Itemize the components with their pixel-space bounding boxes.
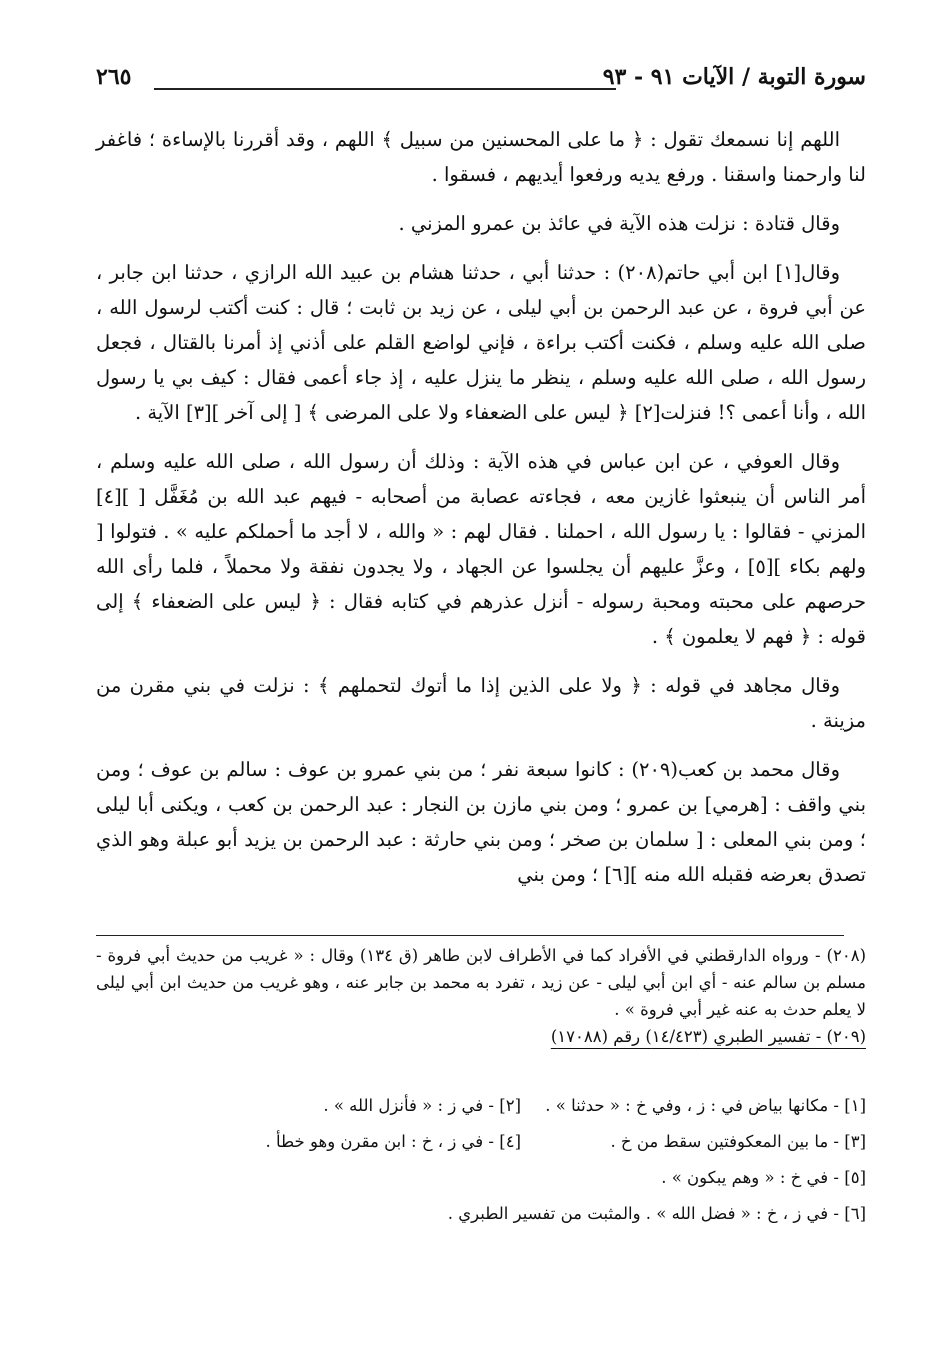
paragraph-1: اللهم إنا نسمعك تقول : ﴿ ما على المحسنين من سبيل ﴾ اللهم ، وقد أقررنا بالإساءة ؛ فاغفر لنا وارحمنا واسقنا . ورفع يديه ورفعوا أيديهم ، فسقوا . [96, 128, 866, 186]
main-text [96, 122, 866, 906]
variant-row [96, 1088, 866, 1124]
variant-row [96, 1124, 866, 1160]
running-title: سورة التوبة / الآيات ٩١ - ٩٣ [602, 64, 866, 90]
variant-note-2: [٢] - في ز : « فأنزل الله » . [323, 1096, 521, 1115]
header-rule [154, 88, 616, 90]
variant-note-1: [١] - مكانها بياض في : ز ، وفي خ : « حدثنا » . [545, 1096, 866, 1115]
variant-note-4: [٤] - في ز ، خ : ابن مقرن وهو خطأ . [265, 1132, 521, 1151]
page-header [96, 62, 866, 102]
variant-row [96, 1196, 866, 1232]
footnotes [96, 942, 866, 1050]
variant-note-3: [٣] - ما بين المعكوفتين سقط من خ . [610, 1132, 866, 1151]
paragraph-5: وقال مجاهد في قوله : ﴿ ولا على الذين إذا ما أتوك لتحملهم ﴾ : نزلت في بني مقرن من مزينة . [96, 674, 866, 732]
variant-note-6: [٦] - في ز ، خ : « فضل الله » . والمثبت من تفسير الطبري . [447, 1204, 866, 1223]
footnote-208: (٢٠٨) - ورواه الدارقطني في الأفراد كما في الأطراف لابن طاهر (ق ١٣٤) وقال : « غريب من حديث أبي فروة - مسلم بن سالم عنه - أي ابن أبي ليلى - عن زيد ، تفرد به محمد بن جابر عنه ، وهو غريب من حديث ابن أبي ليلى لا يعلم حدث به عنه غير أبي فروة » . [96, 946, 867, 1019]
paragraph-6: وقال محمد بن كعب(٢٠٩) : كانوا سبعة نفر ؛ من بني عمرو بن عوف : سالم بن عوف ؛ ومن بني واقف : [هرمي] بن عمرو ؛ ومن بني مازن بن النجار : عبد الرحمن بن كعب ، ويكنى أبا ليلى ؛ ومن بني المعلى : [ سلمان بن صخر ؛ ومن بني حارثة : عبد الرحمن بن يزيد أبو عبلة وهو الذي تصدق بعرضه فقبله الله منه ][٦] ؛ ومن بني [96, 758, 866, 886]
footnote-divider [96, 935, 844, 936]
variant-note-5: [٥] - في خ : « وهم يبكون » . [661, 1168, 866, 1187]
variant-notes [96, 1088, 866, 1232]
paragraph-4: وقال العوفي ، عن ابن عباس في هذه الآية : وذلك أن رسول الله ، صلى الله عليه وسلم ، أمر الناس أن ينبعثوا غازين معه ، فجاءته عصابة من أصحابه - فيهم عبد الله بن مُغَفَّل [ ][٤] المزني - فقالوا : يا رسول الله ، احملنا . فقال لهم : « والله ، لا أجد ما أحملكم عليه » . فتولوا [ ولهم بكاء ][٥] ، وعزَّ عليهم أن يجلسوا عن الجهاد ، ولا يجدون نفقة ولا محملاً ، فلما رأى الله حرصهم على محبته ومحبة رسوله - أنزل عذرهم في كتابه فقال : ﴿ ليس على الضعفاء ﴾ إلى قوله : ﴿ فهم لا يعلمون ﴾ . [96, 450, 866, 648]
paragraph-3: وقال[١] ابن أبي حاتم(٢٠٨) : حدثنا أبي ، حدثنا هشام بن عبيد الله الرازي ، حدثنا ابن جابر ، عن أبي فروة ، عن عبد الرحمن بن أبي ليلى ، عن زيد بن ثابت ؛ قال : كنت أكتب لرسول الله ، صلى الله عليه وسلم ، فكنت أكتب براءة ، فإني لواضع القلم على أذني إذ أمرنا بالقتال ، فجعل رسول الله ، صلى الله عليه وسلم ، ينظر ما ينزل عليه ، إذ جاء أعمى فقال : كيف بي يا رسول الله ، وأنا أعمى ؟! فنزلت[٢] ﴿ ليس على الضعفاء ولا على المرضى ﴾ [ إلى آخر ][٣] الآية . [96, 261, 866, 424]
footnote-209: (٢٠٩) - تفسير الطبري (١٤/٤٢٣) رقم (١٧٠٨٨) [550, 1027, 866, 1046]
variant-row [96, 1160, 866, 1196]
paragraph-2: وقال قتادة : نزلت هذه الآية في عائذ بن عمرو المزني . [398, 212, 840, 235]
page-number: ٢٦٥ [96, 64, 132, 90]
